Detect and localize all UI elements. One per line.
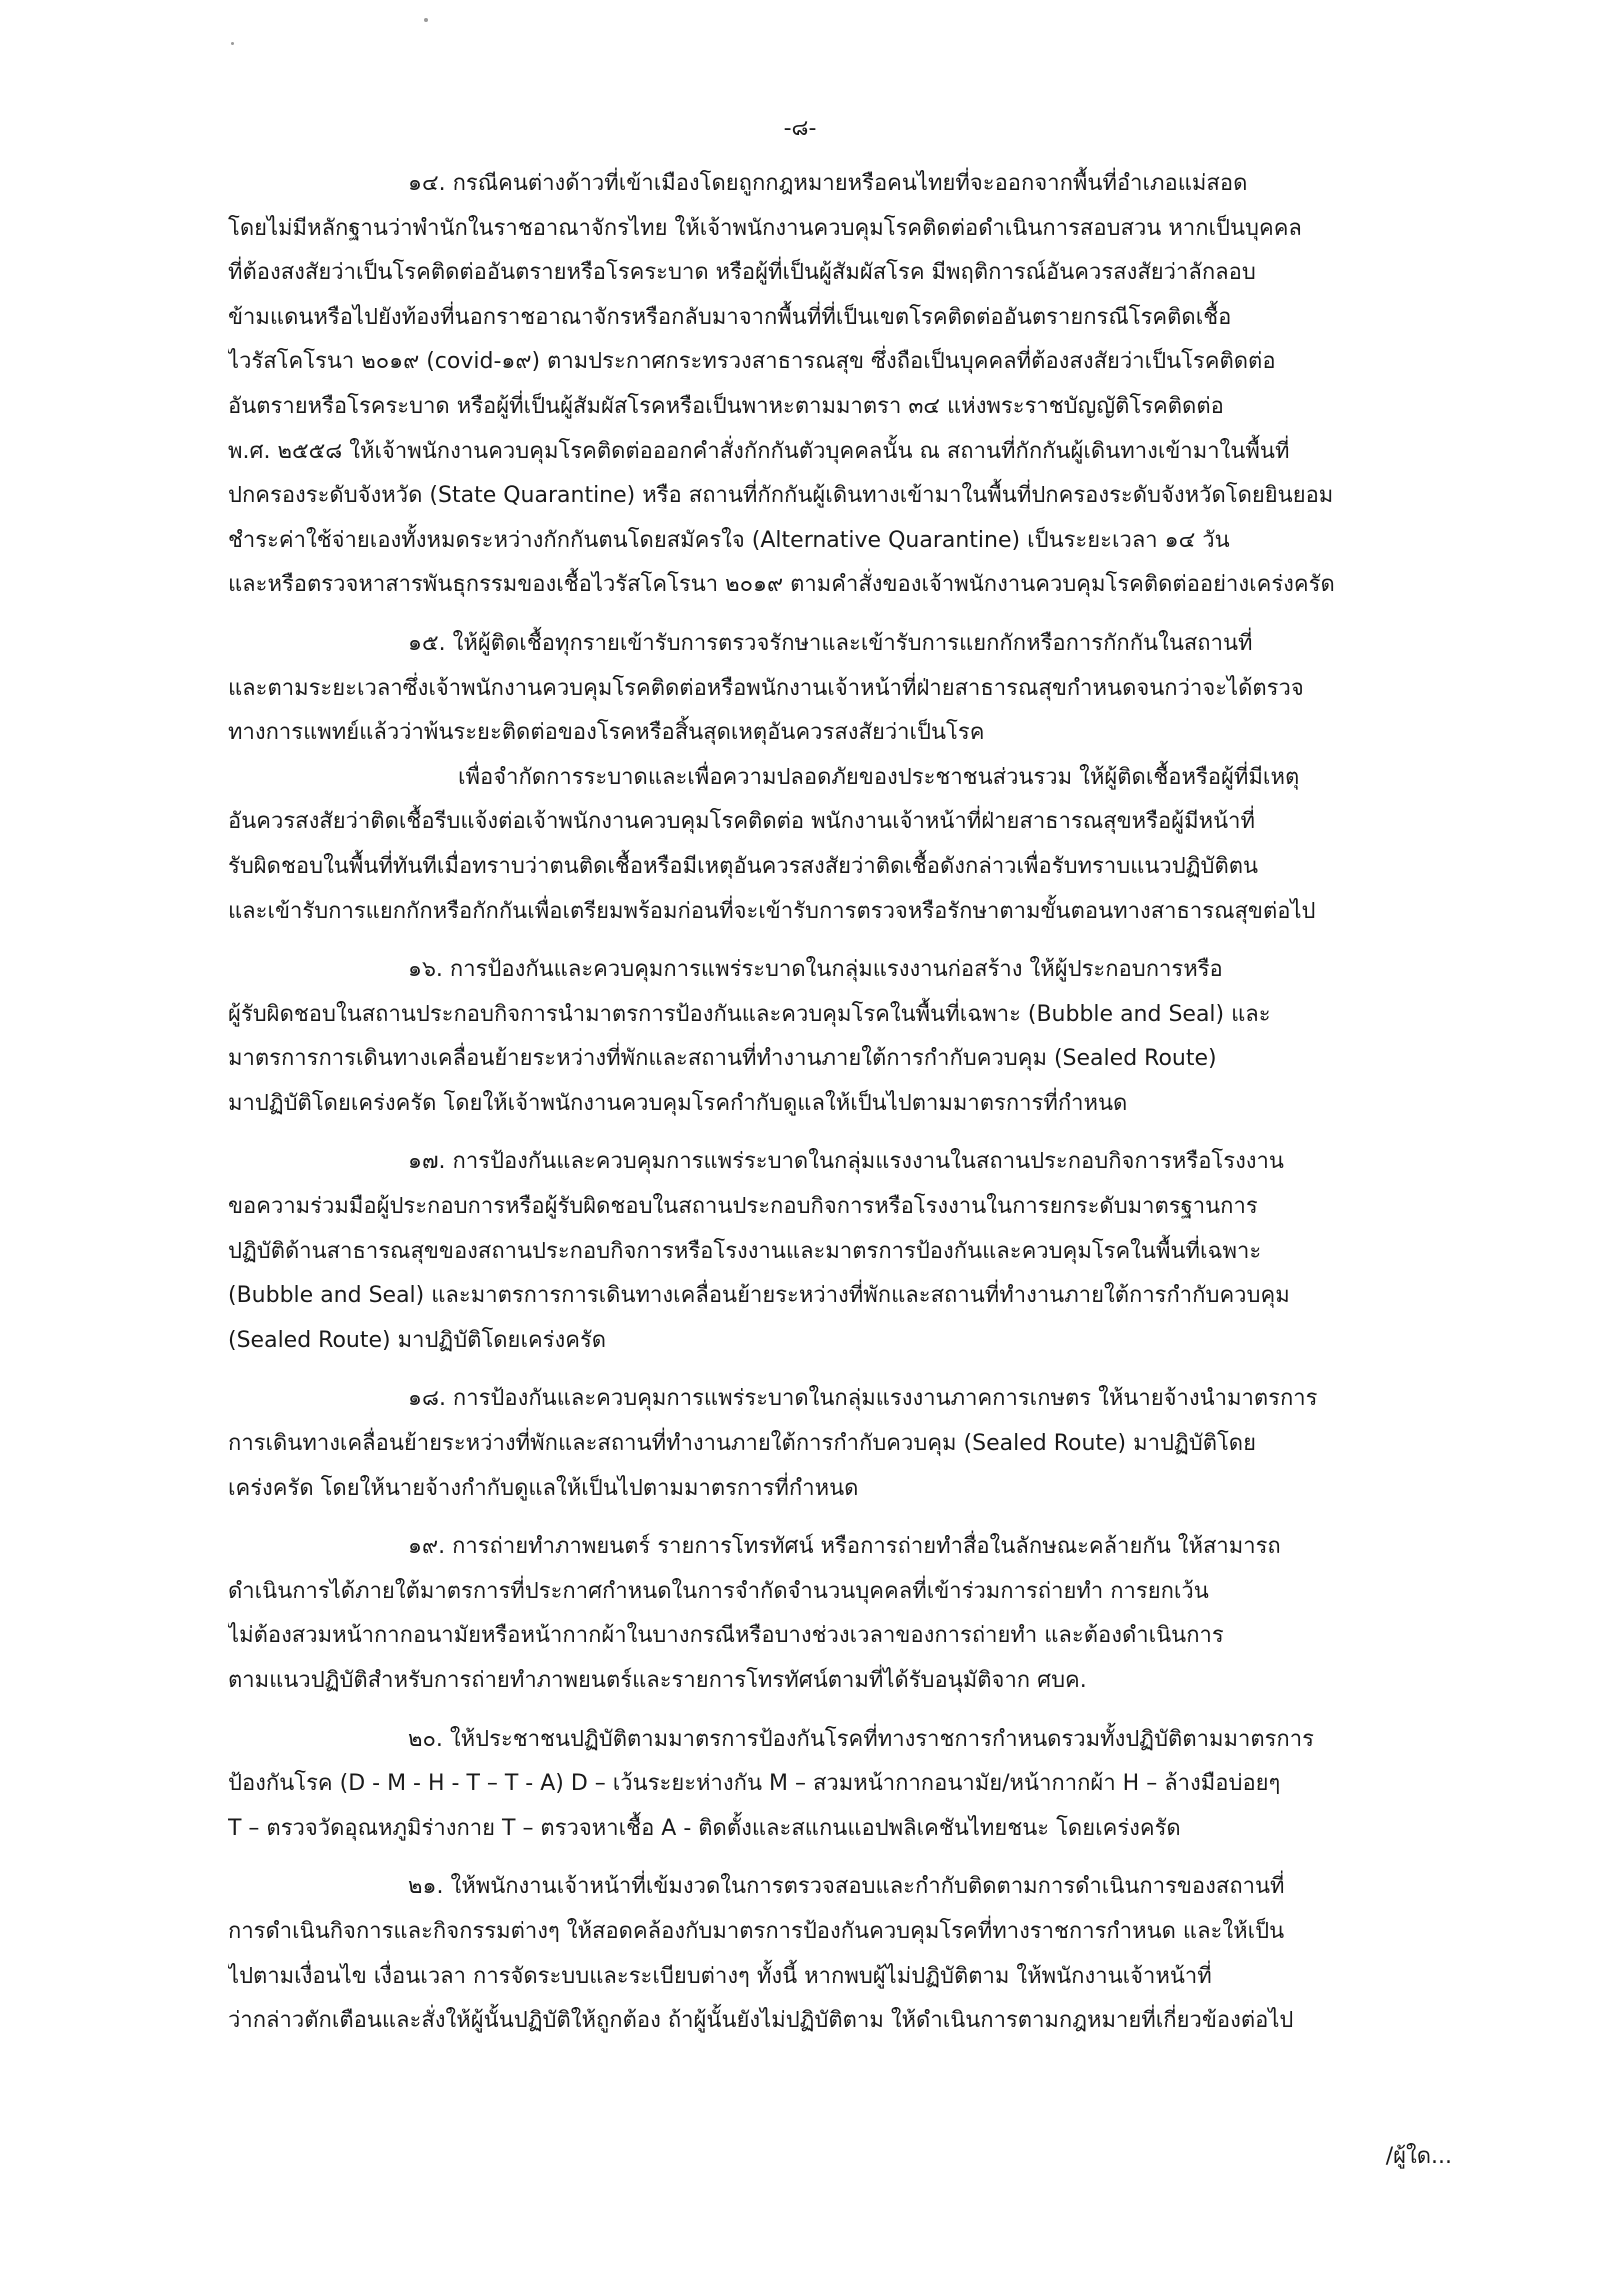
text-line: การดำเนินกิจการและกิจกรรมต่างๆ ให้สอดคล้องกับมาตรการป้องกันควบคุมโรคที่ทางราชการกำหนด และให้เป็น xyxy=(228,1918,1285,1944)
paragraph xyxy=(228,1718,1450,1852)
text-line: ๑๙. การถ่ายทำภาพยนตร์ รายการโทรทัศน์ หรือการถ่ายทำสื่อในลักษณะคล้ายกัน ให้สามารถ xyxy=(408,1534,1281,1560)
text-line: ๑๘. การป้องกันและควบคุมการแพร่ระบาดในกลุ่มแรงงานภาคการเกษตร ให้นายจ้างนำมาตรการ xyxy=(408,1386,1318,1412)
text-line: มาตรการการเดินทางเคลื่อนย้ายระหว่างที่พักและสถานที่ทำงานภายใต้การกำกับควบคุม (Sealed Route) xyxy=(228,1046,1217,1072)
text-line: ไวรัสโคโรนา ๒๐๑๙ (covid-๑๙) ตามประกาศกระทรวงสาธารณสุข ซึ่งถือเป็นบุคคลที่ต้องสงสัยว่าเป็นโรคติดต่อ xyxy=(228,349,1276,375)
paragraph xyxy=(228,1377,1450,1511)
text-line: ไม่ต้องสวมหน้ากากอนามัยหรือหน้ากากผ้าในบางกรณีหรือบางช่วงเวลาของการถ่ายทำ และต้องดำเนินการ xyxy=(228,1623,1224,1649)
text-line: ๒๑. ให้พนักงานเจ้าหน้าที่เข้มงวดในการตรวจสอบและกำกับติดตามการดำเนินการของสถานที่ xyxy=(408,1874,1285,1900)
text-line: ๑๗. การป้องกันและควบคุมการแพร่ระบาดในกลุ่มแรงงานในสถานประกอบกิจการหรือโรงงาน xyxy=(408,1149,1284,1175)
text-line: ว่ากล่าวตักเตือนและสั่งให้ผู้นั้นปฏิบัติให้ถูกต้อง ถ้าผู้นั้นยังไม่ปฏิบัติตาม ให้ดำเนินการตามกฎหมายที่เกี่ยวข้องต่อไป xyxy=(228,2008,1294,2034)
text-line: T – ตรวจวัดอุณหภูมิร่างกาย T – ตรวจหาเชื้อ A - ติดตั้งและสแกนแอปพลิเคชันไทยชนะ โดยเคร่งครัด xyxy=(228,1815,1181,1841)
text-line: ปกครองระดับจังหวัด (State Quarantine) หรือ สถานที่กักกันผู้เดินทางเข้ามาในพื้นที่ปกครองระดับจังหวัดโดยยินยอม xyxy=(228,483,1334,509)
text-line: พ.ศ. ๒๕๕๘ ให้เจ้าพนักงานควบคุมโรคติดต่อออกคำสั่งกักกันตัวบุคคลนั้น ณ สถานที่กักกันผู้เดินทางเข้ามาในพื้นที่ xyxy=(228,438,1290,464)
text-line: ขอความร่วมมือผู้ประกอบการหรือผู้รับผิดชอบในสถานประกอบกิจการหรือโรงงานในการยกระดับมาตรฐานการ xyxy=(228,1194,1258,1220)
text-line: ที่ต้องสงสัยว่าเป็นโรคติดต่ออันตรายหรือโรคระบาด หรือผู้ที่เป็นผู้สัมผัสโรค มีพฤติการณ์อันควรสงสัยว่าลักลอบ xyxy=(228,260,1256,286)
text-line: และตามระยะเวลาซึ่งเจ้าพนักงานควบคุมโรคติดต่อหรือพนักงานเจ้าหน้าที่ฝ่ายสาธารณสุขกำหนดจนกว่าจะได้ตรวจ xyxy=(228,675,1304,701)
text-line: ทางการแพทย์แล้วว่าพ้นระยะติดต่อของโรคหรือสิ้นสุดเหตุอันควรสงสัยว่าเป็นโรค xyxy=(228,720,985,746)
text-line: ผู้รับผิดชอบในสถานประกอบกิจการนำมาตรการป้องกันและควบคุมโรคในพื้นที่เฉพาะ (Bubble and Seal) และ xyxy=(228,1001,1271,1027)
text-line: ตามแนวปฏิบัติสำหรับการถ่ายทำภาพยนตร์และรายการโทรทัศน์ตามที่ได้รับอนุมัติจาก ศบค. xyxy=(228,1668,1087,1693)
text-line: ดำเนินการได้ภายใต้มาตรการที่ประกาศกำหนดในการจำกัดจำนวนบุคคลที่เข้าร่วมการถ่ายทำ การยกเว้น xyxy=(228,1578,1209,1604)
paragraph xyxy=(228,1525,1450,1703)
paragraph xyxy=(228,948,1450,1126)
continuation-marker: /ผู้ใด... xyxy=(1385,2144,1452,2169)
text-line: (Sealed Route) มาปฏิบัติโดยเคร่งครัด xyxy=(228,1327,607,1353)
text-line: ๒๐. ให้ประชาชนปฏิบัติตามมาตรการป้องกันโรคที่ทางราชการกำหนดรวมทั้งปฏิบัติตามมาตรการ xyxy=(408,1726,1314,1752)
text-line: ชำระค่าใช้จ่ายเองทั้งหมดระหว่างกักกันตนโดยสมัครใจ (Alternative Quarantine) เป็นระยะเวลา ๑๔ วัน xyxy=(228,527,1230,553)
text-line: เพื่อจำกัดการระบาดและเพื่อความปลอดภัยของประชาชนส่วนรวม ให้ผู้ติดเชื้อหรือผู้ที่มีเหตุ xyxy=(458,764,1300,790)
text-line: ๑๖. การป้องกันและควบคุมการแพร่ระบาดในกลุ่มแรงงานก่อสร้าง ให้ผู้ประกอบการหรือ xyxy=(408,957,1223,983)
text-line: รับผิดชอบในพื้นที่ทันทีเมื่อทราบว่าตนติดเชื้อหรือมีเหตุอันควรสงสัยว่าติดเชื้อดังกล่าวเพื่อรับทราบแนวปฏิบัติตน xyxy=(228,853,1259,879)
text-line: การเดินทางเคลื่อนย้ายระหว่างที่พักและสถานที่ทำงานภายใต้การกำกับควบคุม (Sealed Route) มาปฏิบัติโดย xyxy=(228,1431,1256,1457)
scan-speck xyxy=(231,42,234,45)
text-line: ปฏิบัติด้านสาธารณสุขของสถานประกอบกิจการหรือโรงงานและมาตรการป้องกันและควบคุมโรคในพื้นที่เฉพาะ xyxy=(228,1238,1262,1264)
text-line: มาปฏิบัติโดยเคร่งครัด โดยให้เจ้าพนักงานควบคุมโรคกำกับดูแลให้เป็นไปตามมาตรการที่กำหนด xyxy=(228,1090,1128,1116)
text-line: ไปตามเงื่อนไข เงื่อนเวลา การจัดระบบและระเบียบต่างๆ ทั้งนี้ หากพบผู้ไม่ปฏิบัติตาม ให้พนักงานเจ้าหน้าที่ xyxy=(228,1963,1212,1989)
paragraph xyxy=(228,162,1450,608)
text-line: ๑๕. ให้ผู้ติดเชื้อทุกรายเข้ารับการตรวจรักษาและเข้ารับการแยกกักหรือการกักกันในสถานที่ xyxy=(408,630,1253,656)
paragraph xyxy=(228,1140,1450,1363)
text-line: อันควรสงสัยว่าติดเชื้อรีบแจ้งต่อเจ้าพนักงานควบคุมโรคติดต่อ พนักงานเจ้าหน้าที่ฝ่ายสาธารณสุขหรือผู้มีหน้าที่ xyxy=(228,809,1255,835)
text-line: ป้องกันโรค (D - M - H - T – T - A) D – เว้นระยะห่างกัน M – สวมหน้ากากอนามัย/หน้ากากผ้า H – ล้างมือบ่อยๆ xyxy=(228,1771,1281,1797)
text-line: อันตรายหรือโรคระบาด หรือผู้ที่เป็นผู้สัมผัสโรคหรือเป็นพาหะตามมาตรา ๓๔ แห่งพระราชบัญญัติโรคติดต่อ xyxy=(228,393,1224,419)
text-line: เคร่งครัด โดยให้นายจ้างกำกับดูแลให้เป็นไปตามมาตรการที่กำหนด xyxy=(228,1475,859,1501)
text-line: และหรือตรวจหาสารพันธุกรรมของเชื้อไวรัสโคโรนา ๒๐๑๙ ตามคำสั่งของเจ้าพนักงานควบคุมโรคติดต่ออย่างเคร่งครัด xyxy=(228,572,1335,598)
text-line: และเข้ารับการแยกกักหรือกักกันเพื่อเตรียมพร้อมก่อนที่จะเข้ารับการตรวจหรือรักษาตามขั้นตอนทางสาธารณสุขต่อไป xyxy=(228,898,1316,924)
text-line: ๑๔. กรณีคนต่างด้าวที่เข้าเมืองโดยถูกกฎหมายหรือคนไทยที่จะออกจากพื้นที่อำเภอแม่สอด xyxy=(408,171,1248,196)
text-line: (Bubble and Seal) และมาตรการการเดินทางเคลื่อนย้ายระหว่างที่พักและสถานที่ทำงานภายใต้การกำกับควบคุม xyxy=(228,1283,1290,1309)
document-body xyxy=(228,162,1450,2058)
paragraph xyxy=(228,622,1450,934)
scan-speck xyxy=(424,18,428,22)
page-number: -๘- xyxy=(783,116,817,141)
text-line: โดยไม่มีหลักฐานว่าพำนักในราชอาณาจักรไทย ให้เจ้าพนักงานควบคุมโรคติดต่อดำเนินการสอบสวน หากเป็นบุคคล xyxy=(228,215,1302,241)
paragraph xyxy=(228,1865,1450,2043)
text-line: ข้ามแดนหรือไปยังท้องที่นอกราชอาณาจักรหรือกลับมาจากพื้นที่ที่เป็นเขตโรคติดต่ออันตรายกรณีโรคติดเชื้อ xyxy=(228,304,1232,330)
